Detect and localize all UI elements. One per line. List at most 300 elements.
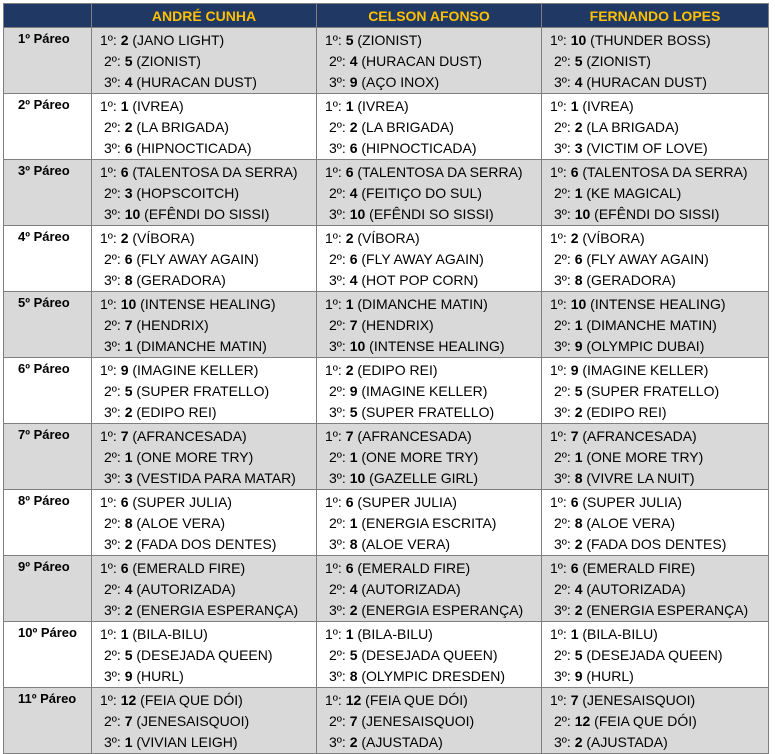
pick-number: 1 xyxy=(349,449,358,465)
pick-number: 2 xyxy=(349,602,358,618)
pick-line xyxy=(100,513,316,534)
pick-number: 4 xyxy=(124,74,133,90)
pick-line xyxy=(550,666,768,687)
pick-position: 3º: xyxy=(554,206,571,222)
race-label: 10º Páreo xyxy=(4,622,92,688)
pick-line xyxy=(100,624,316,645)
pick-line xyxy=(100,162,316,183)
horse-name: (FLY AWAY AGAIN) xyxy=(361,251,484,267)
pick-number: 9 xyxy=(124,668,133,684)
horse-name: (FEITIÇO DO SUL) xyxy=(361,185,482,201)
pick-number: 10 xyxy=(349,338,366,354)
pick-line xyxy=(550,270,768,291)
pick-number: 1 xyxy=(124,734,133,750)
pick-line xyxy=(550,492,768,513)
horse-name: (HENDRIX) xyxy=(361,317,434,333)
horse-name: (AJUSTADA) xyxy=(361,734,443,750)
pick-number: 4 xyxy=(349,272,358,288)
pick-line xyxy=(325,624,541,645)
pick-line xyxy=(100,270,316,291)
horse-name: (FEIA QUE DÓI) xyxy=(594,713,697,729)
picks-cell xyxy=(92,556,317,622)
pick-line xyxy=(100,315,316,336)
horse-name: (SUPER JULIA) xyxy=(132,494,232,510)
picks-cell xyxy=(317,556,542,622)
pick-position: 1º: xyxy=(550,98,567,114)
pick-number: 5 xyxy=(124,53,133,69)
pick-line xyxy=(100,579,316,600)
pick-position: 2º: xyxy=(329,119,346,135)
pick-line xyxy=(325,204,541,225)
horse-name: (EFÊNDI DO SISSI) xyxy=(594,206,720,222)
pick-position: 1º: xyxy=(325,494,342,510)
horse-name: (FADA DOS DENTES) xyxy=(136,536,277,552)
horse-name: (ZIONIST) xyxy=(586,53,651,69)
pick-line xyxy=(550,690,768,711)
horse-name: (AFRANCESADA) xyxy=(132,428,247,444)
pick-position: 1º: xyxy=(550,560,567,576)
pick-number: 7 xyxy=(345,428,354,444)
pick-position: 3º: xyxy=(104,206,121,222)
pick-number: 4 xyxy=(574,581,583,597)
pick-position: 1º: xyxy=(100,692,117,708)
pick-line xyxy=(550,138,768,159)
pick-position: 3º: xyxy=(554,536,571,552)
pick-line xyxy=(325,513,541,534)
picks-cell xyxy=(92,226,317,292)
pick-position: 3º: xyxy=(554,338,571,354)
horse-name: (INTENSE HEALING) xyxy=(140,296,276,312)
pick-line xyxy=(100,468,316,489)
pick-number: 1 xyxy=(120,98,129,114)
pick-number: 5 xyxy=(574,53,583,69)
picks-cell xyxy=(542,28,769,94)
pick-number: 1 xyxy=(349,515,358,531)
horse-name: (ENERGIA ESPERANÇA) xyxy=(361,602,524,618)
pick-position: 2º: xyxy=(104,185,121,201)
horse-name: (VICTIM OF LOVE) xyxy=(586,140,708,156)
race-row xyxy=(4,28,769,94)
pick-line xyxy=(325,600,541,621)
pick-number: 1 xyxy=(574,317,583,333)
pick-number: 3 xyxy=(124,185,133,201)
picks-cell xyxy=(92,424,317,490)
horse-name: (BILA-BILU) xyxy=(357,626,433,642)
pick-position: 2º: xyxy=(104,449,121,465)
pick-position: 3º: xyxy=(104,272,121,288)
picks-cell xyxy=(92,688,317,754)
horse-name: (HENDRIX) xyxy=(136,317,209,333)
horse-name: (TALENTOSA DA SERRA) xyxy=(582,164,748,180)
horse-name: (INTENSE HEALING) xyxy=(369,338,505,354)
horse-name: (JENESAISQUOI) xyxy=(582,692,696,708)
pick-position: 1º: xyxy=(550,32,567,48)
picks-cell xyxy=(317,424,542,490)
pick-number: 9 xyxy=(570,362,579,378)
pick-position: 3º: xyxy=(104,734,121,750)
pick-number: 2 xyxy=(345,362,354,378)
horse-name: (DIMANCHE MATIN) xyxy=(586,317,717,333)
pick-line xyxy=(100,249,316,270)
pick-line xyxy=(550,360,768,381)
pick-number: 2 xyxy=(345,230,354,246)
pick-line xyxy=(325,492,541,513)
picks-cell xyxy=(317,94,542,160)
pick-line xyxy=(550,249,768,270)
pick-number: 10 xyxy=(570,296,587,312)
race-row xyxy=(4,622,769,688)
pick-position: 1º: xyxy=(325,362,342,378)
pick-line xyxy=(550,426,768,447)
pick-line xyxy=(550,72,768,93)
pick-position: 1º: xyxy=(100,164,117,180)
horse-name: (LA BRIGADA) xyxy=(361,119,454,135)
picks-table xyxy=(3,3,769,754)
pick-number: 4 xyxy=(349,581,358,597)
horse-name: (HURACAN DUST) xyxy=(136,74,257,90)
pick-position: 2º: xyxy=(554,449,571,465)
horse-name: (VÍBORA) xyxy=(132,230,195,246)
pick-line xyxy=(550,579,768,600)
pick-position: 3º: xyxy=(104,140,121,156)
header-corner xyxy=(4,4,92,28)
pick-line xyxy=(325,690,541,711)
pick-number: 6 xyxy=(345,560,354,576)
horse-name: (FLY AWAY AGAIN) xyxy=(136,251,259,267)
pick-line xyxy=(550,468,768,489)
pick-position: 2º: xyxy=(104,251,121,267)
pick-position: 3º: xyxy=(329,404,346,420)
horse-name: (GERADORA) xyxy=(136,272,226,288)
pick-line xyxy=(550,534,768,555)
pick-number: 6 xyxy=(570,164,579,180)
horse-name: (VÍBORA) xyxy=(357,230,420,246)
horse-name: (AUTORIZADA) xyxy=(586,581,686,597)
horse-name: (SUPER FRATELLO) xyxy=(361,404,495,420)
pick-position: 1º: xyxy=(325,32,342,48)
pick-position: 3º: xyxy=(104,470,121,486)
pick-number: 2 xyxy=(574,404,583,420)
pick-line xyxy=(100,645,316,666)
pick-position: 2º: xyxy=(329,53,346,69)
horse-name: (AÇO INOX) xyxy=(361,74,440,90)
race-row xyxy=(4,160,769,226)
pick-position: 3º: xyxy=(329,74,346,90)
pick-number: 1 xyxy=(345,98,354,114)
pick-position: 2º: xyxy=(329,317,346,333)
pick-number: 4 xyxy=(349,185,358,201)
pick-number: 5 xyxy=(574,383,583,399)
pick-number: 6 xyxy=(570,494,579,510)
pick-number: 7 xyxy=(349,317,358,333)
pick-number: 2 xyxy=(349,119,358,135)
pick-line xyxy=(325,270,541,291)
horse-name: (INTENSE HEALING) xyxy=(590,296,726,312)
pick-line xyxy=(100,690,316,711)
horse-name: (IVREA) xyxy=(582,98,634,114)
pick-number: 1 xyxy=(345,626,354,642)
picks-cell xyxy=(317,160,542,226)
pick-position: 3º: xyxy=(104,74,121,90)
pick-line xyxy=(325,72,541,93)
horse-name: (LA BRIGADA) xyxy=(136,119,229,135)
horse-name: (HURACAN DUST) xyxy=(361,53,482,69)
race-label: 7º Páreo xyxy=(4,424,92,490)
horse-name: (AUTORIZADA) xyxy=(136,581,236,597)
pick-line xyxy=(550,558,768,579)
pick-line xyxy=(325,117,541,138)
horse-name: (AJUSTADA) xyxy=(586,734,668,750)
pick-number: 4 xyxy=(574,74,583,90)
pick-line xyxy=(100,402,316,423)
pick-number: 8 xyxy=(574,272,583,288)
pick-position: 3º: xyxy=(329,272,346,288)
horse-name: (EFÊNDI SO SISSI) xyxy=(369,206,494,222)
pick-position: 3º: xyxy=(554,734,571,750)
pick-number: 8 xyxy=(349,536,358,552)
pick-line xyxy=(325,138,541,159)
header-fernando-lopes: FERNANDO LOPES xyxy=(542,4,769,28)
pick-position: 2º: xyxy=(104,383,121,399)
horse-name: (GERADORA) xyxy=(586,272,676,288)
pick-number: 6 xyxy=(124,140,133,156)
pick-number: 10 xyxy=(349,470,366,486)
picks-cell xyxy=(92,292,317,358)
pick-position: 3º: xyxy=(554,470,571,486)
pick-number: 5 xyxy=(349,404,358,420)
pick-line xyxy=(100,666,316,687)
horse-name: (ONE MORE TRY) xyxy=(136,449,254,465)
pick-line xyxy=(325,294,541,315)
horse-name: (DESEJADA QUEEN) xyxy=(361,647,498,663)
pick-line xyxy=(100,138,316,159)
horse-name: (KE MAGICAL) xyxy=(586,185,682,201)
pick-number: 6 xyxy=(345,494,354,510)
horse-name: (EDIPO REI) xyxy=(586,404,667,420)
horse-name: (ZIONIST) xyxy=(136,53,201,69)
picks-cell xyxy=(317,490,542,556)
pick-position: 3º: xyxy=(104,602,121,618)
horse-name: (SUPER FRATELLO) xyxy=(136,383,270,399)
pick-line xyxy=(100,447,316,468)
pick-number: 3 xyxy=(124,470,133,486)
picks-cell xyxy=(542,688,769,754)
horse-name: (DIMANCHE MATIN) xyxy=(357,296,488,312)
pick-line xyxy=(100,51,316,72)
pick-line xyxy=(100,204,316,225)
horse-name: (EMERALD FIRE) xyxy=(582,560,696,576)
pick-line xyxy=(550,228,768,249)
pick-line xyxy=(100,732,316,753)
pick-number: 2 xyxy=(124,536,133,552)
pick-line xyxy=(550,336,768,357)
horse-name: (ALOE VERA) xyxy=(586,515,676,531)
pick-line xyxy=(325,96,541,117)
race-label: 11º Páreo xyxy=(4,688,92,754)
race-label: 5º Páreo xyxy=(4,292,92,358)
pick-number: 9 xyxy=(349,383,358,399)
pick-line xyxy=(325,732,541,753)
horse-name: (HIPNOCTICADA) xyxy=(361,140,477,156)
horse-name: (IMAGINE KELLER) xyxy=(132,362,259,378)
pick-position: 3º: xyxy=(104,536,121,552)
pick-position: 3º: xyxy=(329,602,346,618)
pick-line xyxy=(100,381,316,402)
pick-number: 10 xyxy=(349,206,366,222)
pick-position: 1º: xyxy=(325,98,342,114)
pick-number: 6 xyxy=(120,560,129,576)
pick-position: 2º: xyxy=(554,647,571,663)
pick-number: 12 xyxy=(345,692,362,708)
pick-position: 2º: xyxy=(554,53,571,69)
horse-name: (HOPSCOITCH) xyxy=(136,185,240,201)
pick-line xyxy=(325,51,541,72)
horse-name: (TALENTOSA DA SERRA) xyxy=(357,164,523,180)
pick-position: 1º: xyxy=(550,230,567,246)
pick-position: 3º: xyxy=(329,206,346,222)
horse-name: (IMAGINE KELLER) xyxy=(361,383,488,399)
horse-name: (FEIA QUE DÓI) xyxy=(365,692,468,708)
pick-position: 2º: xyxy=(329,251,346,267)
pick-number: 2 xyxy=(124,119,133,135)
pick-position: 1º: xyxy=(550,692,567,708)
horse-name: (OLYMPIC DUBAI) xyxy=(586,338,705,354)
pick-line xyxy=(550,51,768,72)
pick-position: 1º: xyxy=(100,560,117,576)
race-label: 1º Páreo xyxy=(4,28,92,94)
horse-name: (IVREA) xyxy=(132,98,184,114)
pick-position: 2º: xyxy=(554,515,571,531)
picks-cell xyxy=(92,358,317,424)
picks-cell xyxy=(317,226,542,292)
pick-number: 9 xyxy=(574,338,583,354)
pick-number: 1 xyxy=(574,185,583,201)
horse-name: (ENERGIA ESCRITA) xyxy=(361,515,497,531)
pick-number: 1 xyxy=(120,626,129,642)
horse-name: (HIPNOCTICADA) xyxy=(136,140,252,156)
pick-number: 6 xyxy=(574,251,583,267)
horse-name: (GAZELLE GIRL) xyxy=(369,470,479,486)
pick-line xyxy=(325,558,541,579)
race-label: 3º Páreo xyxy=(4,160,92,226)
pick-position: 2º: xyxy=(329,713,346,729)
pick-position: 2º: xyxy=(329,581,346,597)
race-label: 6º Páreo xyxy=(4,358,92,424)
pick-number: 7 xyxy=(124,713,133,729)
picks-cell xyxy=(317,688,542,754)
pick-line xyxy=(100,360,316,381)
pick-position: 1º: xyxy=(100,626,117,642)
header-row xyxy=(4,4,769,28)
pick-number: 6 xyxy=(345,164,354,180)
horse-name: (ONE MORE TRY) xyxy=(361,449,479,465)
pick-number: 7 xyxy=(349,713,358,729)
picks-table-body xyxy=(4,28,769,754)
header-andre-cunha: ANDRÉ CUNHA xyxy=(92,4,317,28)
pick-line xyxy=(325,249,541,270)
pick-number: 2 xyxy=(574,119,583,135)
pick-line xyxy=(550,624,768,645)
pick-position: 2º: xyxy=(104,713,121,729)
pick-line xyxy=(550,381,768,402)
pick-position: 1º: xyxy=(550,164,567,180)
horse-name: (DIMANCHE MATIN) xyxy=(136,338,267,354)
pick-position: 3º: xyxy=(329,668,346,684)
pick-line xyxy=(325,468,541,489)
pick-line xyxy=(325,336,541,357)
pick-line xyxy=(100,96,316,117)
pick-position: 2º: xyxy=(329,647,346,663)
picks-cell xyxy=(92,490,317,556)
horse-name: (ENERGIA ESPERANÇA) xyxy=(136,602,299,618)
pick-line xyxy=(325,162,541,183)
pick-position: 1º: xyxy=(550,494,567,510)
pick-position: 3º: xyxy=(554,140,571,156)
pick-line xyxy=(325,402,541,423)
horse-name: (EMERALD FIRE) xyxy=(132,560,246,576)
pick-line xyxy=(100,336,316,357)
picks-cell xyxy=(542,622,769,688)
pick-line xyxy=(550,294,768,315)
pick-number: 1 xyxy=(345,296,354,312)
pick-position: 1º: xyxy=(550,626,567,642)
horse-name: (ENERGIA ESPERANÇA) xyxy=(586,602,749,618)
race-row xyxy=(4,424,769,490)
pick-position: 3º: xyxy=(329,140,346,156)
race-row xyxy=(4,292,769,358)
pick-line xyxy=(325,711,541,732)
pick-number: 4 xyxy=(349,53,358,69)
pick-number: 2 xyxy=(120,230,129,246)
pick-line xyxy=(550,183,768,204)
pick-number: 5 xyxy=(349,647,358,663)
pick-line xyxy=(325,30,541,51)
horse-name: (VIVIAN LEIGH) xyxy=(136,734,238,750)
pick-position: 1º: xyxy=(100,230,117,246)
pick-position: 2º: xyxy=(329,515,346,531)
pick-line xyxy=(325,183,541,204)
pick-position: 2º: xyxy=(104,317,121,333)
pick-position: 1º: xyxy=(325,626,342,642)
horse-name: (ALOE VERA) xyxy=(361,536,451,552)
pick-number: 2 xyxy=(124,602,133,618)
pick-number: 8 xyxy=(574,470,583,486)
pick-position: 2º: xyxy=(554,251,571,267)
pick-position: 2º: xyxy=(329,185,346,201)
horse-name: (VESTIDA PARA MATAR) xyxy=(136,470,296,486)
pick-position: 2º: xyxy=(554,383,571,399)
pick-number: 7 xyxy=(124,317,133,333)
pick-number: 6 xyxy=(349,140,358,156)
picks-cell xyxy=(92,28,317,94)
pick-line xyxy=(325,228,541,249)
race-row xyxy=(4,94,769,160)
horse-name: (AFRANCESADA) xyxy=(582,428,697,444)
horse-name: (JENESAISQUOI) xyxy=(361,713,475,729)
pick-number: 2 xyxy=(570,230,579,246)
pick-number: 9 xyxy=(120,362,129,378)
pick-position: 1º: xyxy=(325,230,342,246)
pick-position: 3º: xyxy=(329,536,346,552)
pick-line xyxy=(325,579,541,600)
pick-position: 2º: xyxy=(554,119,571,135)
pick-number: 2 xyxy=(574,734,583,750)
pick-position: 1º: xyxy=(325,428,342,444)
pick-position: 1º: xyxy=(550,362,567,378)
pick-number: 7 xyxy=(570,692,579,708)
pick-position: 1º: xyxy=(100,98,117,114)
pick-number: 8 xyxy=(124,515,133,531)
